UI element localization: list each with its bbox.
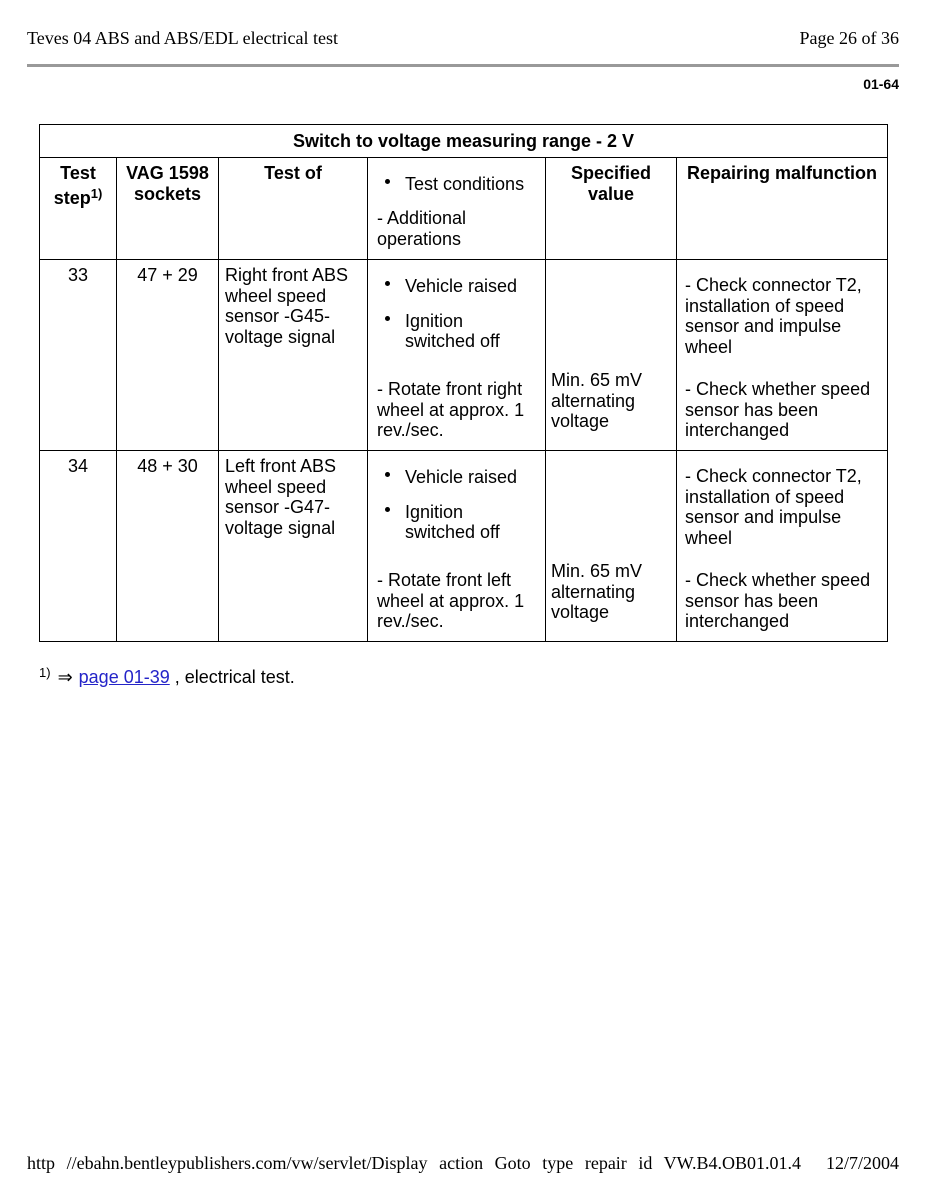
test-of-heading: Test of (264, 163, 322, 183)
bullet-icon (385, 179, 390, 184)
table-cell-specified-value (546, 451, 676, 641)
table-cell-specified-value (546, 260, 676, 450)
table-cell-sockets (117, 451, 218, 641)
repairing-malfunction-heading: Repairing malfunction (686, 163, 877, 183)
column-header-test-of (219, 158, 367, 259)
socket-pair: 48 + 30 (137, 456, 198, 476)
page-counter: Page 26 of 36 (799, 28, 899, 48)
additional-operation: - Rotate front right wheel at approx. 1 rev./sec. (377, 379, 525, 441)
condition-text: Ignition switched off (405, 501, 500, 543)
column-header-sockets (117, 158, 218, 259)
condition-item (368, 311, 531, 352)
test-step-label: Test step (53, 163, 96, 208)
test-conditions-heading: Test conditions (405, 174, 525, 194)
bullet-icon (385, 507, 390, 512)
specified-value: Min. 65 mV alternating voltage (551, 370, 643, 432)
additional-operations-heading: - Additional operations (377, 208, 467, 249)
table-cell-conditions (368, 260, 545, 450)
table-cell-test-of (219, 260, 367, 450)
table-cell-repair (677, 260, 887, 450)
repair-step: - Check connector T2, installation of speed sensor and impulse wheel (685, 275, 862, 357)
additional-operation: - Rotate front left wheel at approx. 1 rev./sec. (377, 570, 525, 632)
table-cell-test-of (219, 451, 367, 641)
column-header-repairing (677, 158, 887, 259)
condition-text: Vehicle raised (405, 467, 518, 487)
bullet-icon (385, 316, 390, 321)
page-reference-link[interactable]: page 01-39 (78, 667, 170, 687)
conditions-list (368, 467, 531, 557)
list-item (368, 174, 531, 195)
repair-step: - Check connector T2, installation of speed sensor and impulse wheel (685, 466, 862, 548)
test-step-heading (45, 163, 111, 208)
section-page-code: 01-64 (863, 76, 899, 92)
column-header-conditions (368, 158, 545, 259)
electrical-test-table (39, 124, 888, 642)
condition-item (368, 276, 531, 297)
test-description: Right front ABS wheel speed sensor -G45- voltage signal (225, 265, 349, 347)
column-header-specified-value (546, 158, 676, 259)
condition-item (368, 502, 531, 543)
bullet-icon (385, 472, 390, 477)
table-cell-repair (677, 451, 887, 641)
footnote-reference: 1) (90, 185, 103, 201)
sockets-heading: VAG 1598 sockets (126, 163, 209, 204)
specified-value-heading: Specified value (570, 163, 652, 204)
specified-value: Min. 65 mV alternating voltage (551, 561, 643, 623)
condition-text: Ignition switched off (405, 310, 500, 352)
header-rule (27, 64, 899, 67)
test-step-number: 34 (67, 456, 89, 476)
footnote (39, 667, 295, 690)
table-cell-conditions (368, 451, 545, 641)
repair-step: - Check whether speed sensor has been interchanged (685, 379, 871, 441)
table-cell-sockets (117, 260, 218, 450)
condition-text: Vehicle raised (405, 276, 518, 296)
footnote-marker: 1) (39, 665, 51, 680)
arrow-right-icon: ⇒ (57, 667, 73, 688)
column-header-test-step (40, 158, 116, 259)
table-caption-text: Switch to voltage measuring range - 2 V (292, 131, 635, 151)
bullet-icon (385, 281, 390, 286)
condition-item (368, 467, 531, 488)
socket-pair: 47 + 29 (137, 265, 198, 285)
footer-url: http //ebahn.bentleypublishers.com/vw/servlet/Display action Goto type repair id VW.B4.OB01.01.4 (27, 1153, 801, 1173)
table-cell-test-step (40, 260, 116, 450)
test-description: Left front ABS wheel speed sensor -G47- voltage signal (225, 456, 337, 538)
conditions-list (368, 276, 531, 366)
table-cell-test-step (40, 451, 116, 641)
footnote-text: , electrical test. (174, 667, 295, 687)
document-title: Teves 04 ABS and ABS/EDL electrical test (27, 28, 339, 48)
conditions-heading-list (368, 174, 531, 209)
repair-step: - Check whether speed sensor has been interchanged (685, 570, 871, 632)
table-caption (40, 125, 887, 157)
test-step-number: 33 (67, 265, 89, 285)
footer-date: 12/7/2004 (825, 1153, 899, 1173)
